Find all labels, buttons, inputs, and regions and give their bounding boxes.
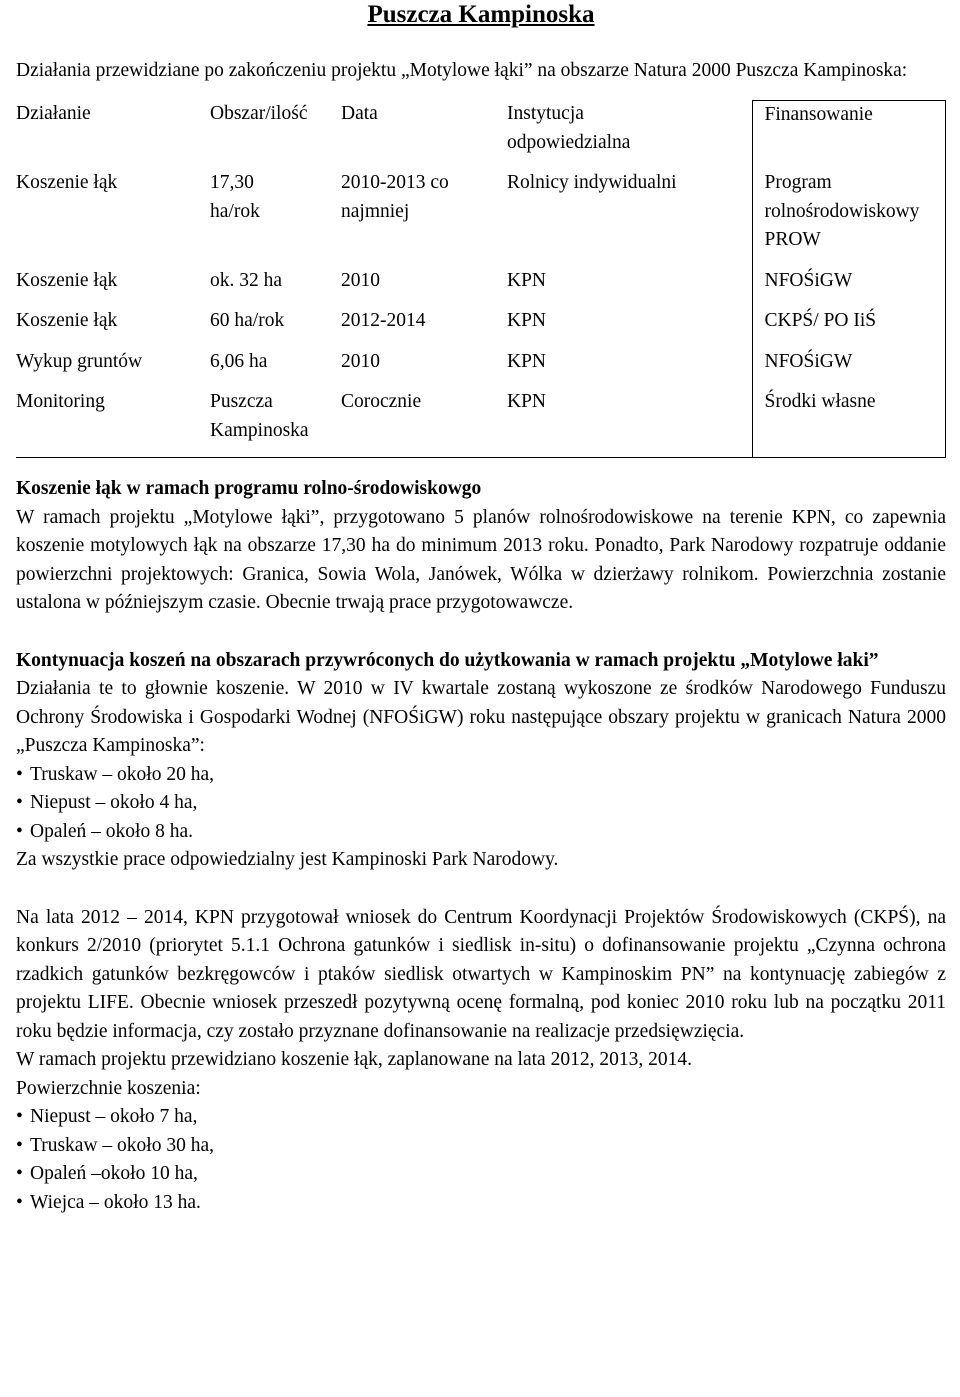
section-heading: Kontynuacja koszeń na obszarach przywróconych do użytkowania w ramach projektu „Motylowe łaki” [16, 649, 879, 671]
list-item: • Opaleń –około 10 ha, [16, 1160, 946, 1189]
table-cell: ok. 32 ha [210, 269, 283, 291]
list-item: • Truskaw – około 30 ha, [16, 1132, 946, 1161]
actions-table [16, 100, 946, 459]
table-cell: Rolnicy indywidualni [507, 172, 677, 193]
table-cell: Koszenie łąk [16, 269, 118, 291]
table-cell: CKPŚ/ PO IiŚ [752, 307, 945, 348]
table-cell: Koszenie łąk [16, 172, 118, 193]
table-cell: Monitoring [16, 391, 105, 412]
section-text: W ramach projektu przewidziano koszenie łąk, zaplanowane na lata 2012, 2013, 2014. [16, 1049, 692, 1070]
table-cell: 6,06 ha [210, 350, 268, 372]
page-title: Puszcza Kampinoska [367, 1, 595, 28]
table-cell: Program rolnośrodowiskowy PROW [752, 169, 945, 267]
section-text: Powierzchnie koszenia: [16, 1077, 201, 1099]
section-closing: Za wszystkie prace odpowiedzialny jest Kampinoski Park Narodowy. [16, 849, 559, 870]
table-row [16, 169, 945, 267]
table-cell: KPN [507, 310, 547, 331]
section-heading: Koszenie łąk w ramach programu rolno-środowiskowgo [16, 478, 482, 499]
table-cell: KPN [507, 350, 547, 372]
header-cell: Data [341, 103, 378, 124]
table-row [16, 267, 945, 308]
list-item: • Opaleń – około 8 ha. [16, 818, 946, 847]
intro-paragraph: Działania przewidziane po zakończeniu projektu „Motylowe łąki” na obszarze Natura 2000 Puszcza Kampinoska: [16, 60, 908, 81]
section-continuation [16, 647, 946, 875]
table-cell: 2010 [341, 350, 380, 372]
table-cell: 2010-2013 co najmniej [341, 172, 449, 222]
table-cell: 17,30 ha/rok [210, 172, 260, 222]
list-item: • Niepust – około 4 ha, [16, 789, 946, 818]
table-row [16, 388, 945, 458]
table-row [16, 348, 945, 389]
section-mowing-program [16, 475, 946, 618]
list-item: • Wiejca – około 13 ha. [16, 1189, 946, 1218]
list-item: • Niepust – około 7 ha, [16, 1103, 946, 1132]
table-cell: Puszcza Kampinoska [210, 391, 309, 441]
table-cell: KPN [507, 391, 547, 412]
header-cell: Finansowanie [752, 100, 945, 169]
table-cell: 60 ha/rok [210, 310, 285, 331]
table-cell: NFOŚiGW [752, 348, 945, 389]
section-ckps-project [16, 904, 946, 1218]
section-text: W ramach projektu „Motylowe łąki”, przygotowano 5 planów rolnośrodowiskowe na terenie KPN, co zapewnia koszenie motylowych łąk na obszarze 17,30 ha do minimum 2013 roku. Ponadto, Park Narodowy rozpatruje oddanie powierzchni projektowych: Granica, Sowia Wola, Janówek, Wólka w dzierżawy rolnikom. Powierzchnia zostanie ustalona w późniejszym czasie. Obecnie trwają prace przygotowawcze. [16, 506, 946, 613]
table-cell: Corocznie [341, 391, 422, 412]
mowing-area-list [16, 1103, 946, 1217]
header-cell: Działanie [16, 103, 91, 124]
table-cell: KPN [507, 269, 547, 291]
table-cell: NFOŚiGW [752, 267, 945, 308]
section-text: Działania te to głownie koszenie. W 2010 w IV kwartale zostaną wykoszone ze środków Narodowego Funduszu Ochrony Środowiska i Gospodarki Wodnej (NFOŚiGW) roku następujące obszary projektu w granicach Natura 2000 „Puszcza Kampinoska”: [16, 678, 946, 756]
area-list [16, 761, 946, 847]
list-item: • Truskaw – około 20 ha, [16, 761, 946, 790]
table-header-row [16, 100, 945, 169]
table-cell: Wykup gruntów [16, 350, 143, 372]
section-text: Na lata 2012 – 2014, KPN przygotował wniosek do Centrum Koordynacji Projektów Środowiskowych (CKPŚ), na konkurs 2/2010 (priorytet 5.1.1 Ochrona gatunków i siedlisk in-situ) o dofinansowanie projektu „Czynna ochrona rzadkich gatunków bezkręgowców i ptaków siedlisk otwartych w Kampinoskim PN” na kontynuację zabiegów z projektu LIFE. Obecnie wniosek przeszedł pozytywną ocenę formalną, pod koniec 2010 roku lub na początku 2011 roku będzie informacja, czy zostało przyznane dofinansowanie na realizacje przedsięwzięcia. [16, 906, 946, 1042]
table-cell: Środki własne [752, 388, 945, 458]
table-cell: 2012-2014 [341, 310, 426, 331]
header-cell: Instytucja odpowiedzialna [507, 103, 631, 153]
header-cell: Obszar/ilość [210, 103, 308, 124]
table-cell: Koszenie łąk [16, 310, 118, 331]
table-row [16, 307, 945, 348]
table-cell: 2010 [341, 269, 380, 291]
